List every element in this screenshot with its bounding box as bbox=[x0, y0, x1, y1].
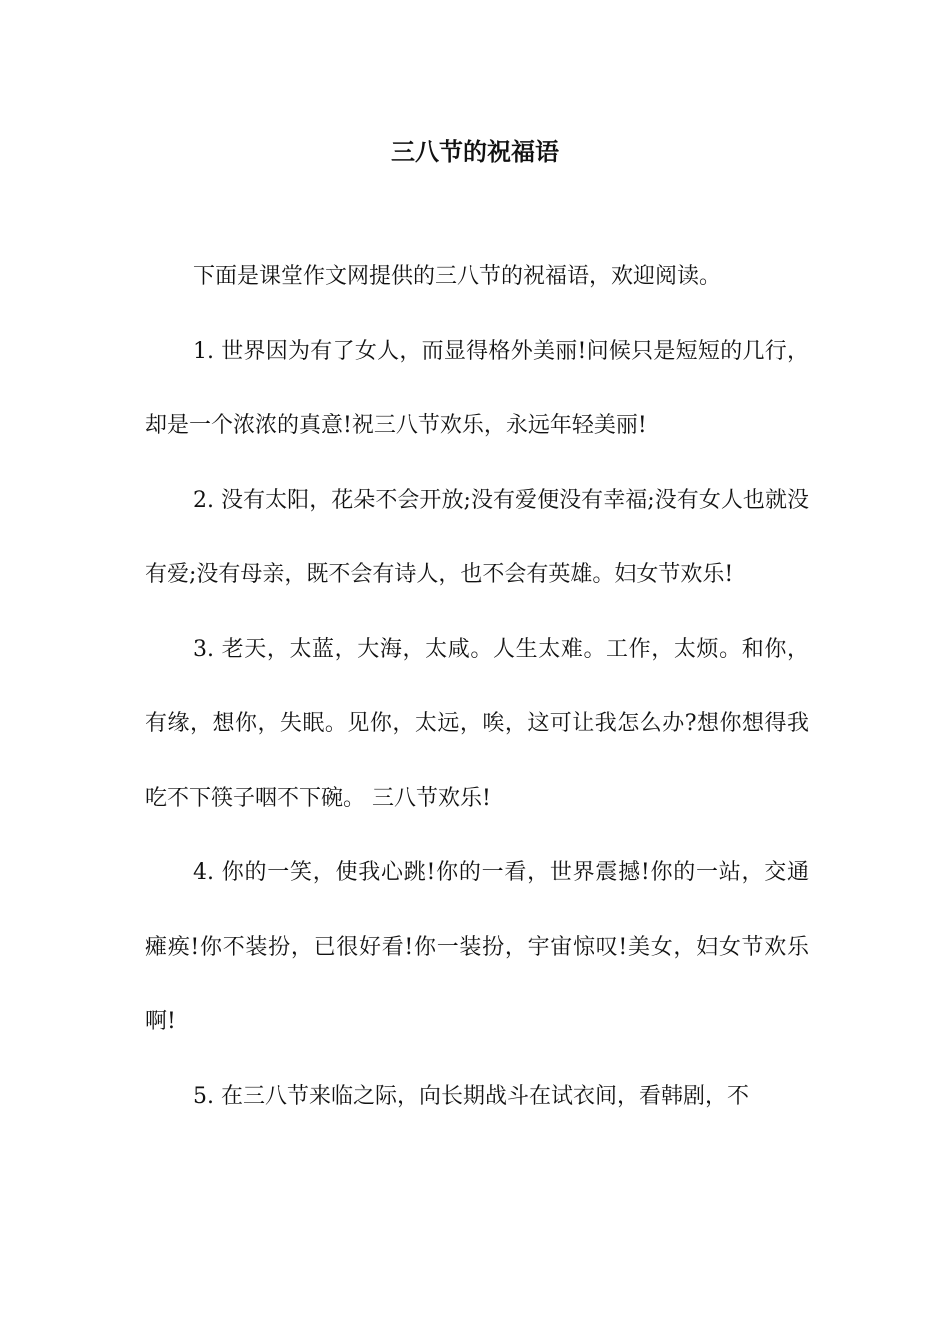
paragraph-3: 3. 老天，太蓝，大海，太咸。人生太难。工作，太烦。和你，有缘，想你，失眠。见你，太远，唉，这可让我怎么办?想你想得我吃不下筷子咽不下碗。 三八节欢乐! bbox=[145, 636, 809, 811]
paragraph-1: 1. 世界因为有了女人，而显得格外美丽!问候只是短短的几行，却是一个浓浓的真意!祝三八节欢乐，永远年轻美丽! bbox=[145, 338, 809, 438]
document-title: 三八节的祝福语 bbox=[391, 137, 559, 166]
paragraph-5: 5. 在三八节来临之际，向长期战斗在试衣间，看韩剧，不 bbox=[193, 1083, 749, 1109]
paragraph-4: 4. 你的一笑，使我心跳!你的一看，世界震撼!你的一站，交通瘫痪!你不装扮，已很好看!你一装扮，宇宙惊叹!美女，妇女节欢乐啊! bbox=[145, 860, 809, 1034]
intro-paragraph: 下面是课堂作文网提供的三八节的祝福语，欢迎阅读。 bbox=[193, 264, 722, 289]
document-body bbox=[145, 240, 809, 1134]
paragraph-2: 2. 没有太阳，花朵不会开放;没有爱便没有幸福;没有女人也就没有爱;没有母亲，既不会有诗人，也不会有英雄。妇女节欢乐! bbox=[145, 487, 809, 587]
